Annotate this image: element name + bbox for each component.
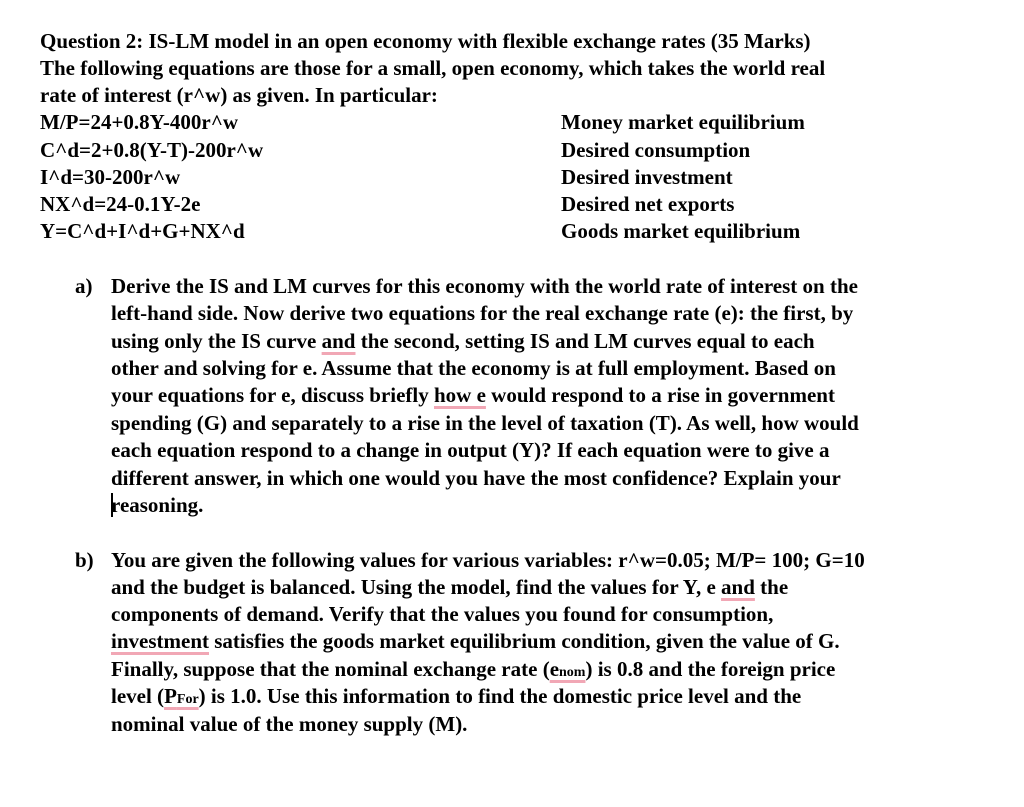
part-a-line-5 <box>111 382 835 409</box>
part-a-line-9[interactable] <box>111 492 203 519</box>
text-segment: and the budget is balanced. Using the model, find the values for Y, e <box>111 575 722 599</box>
spellcheck-flag: and <box>321 329 356 353</box>
part-b-line-5 <box>111 656 835 686</box>
equation-label: Goods market equilibrium <box>561 219 801 243</box>
part-a-line-2: left-hand side. Now derive two equations for the real exchange rate (e): the first, by <box>111 301 854 325</box>
part-b-line-2 <box>111 574 788 601</box>
part-a-line-6: spending (G) and separately to a rise in the level of taxation (T). As well, how would <box>111 411 859 435</box>
text-segment: the <box>754 575 789 599</box>
part-a-line-1: Derive the IS and LM curves for this economy with the world rate of interest on the <box>111 274 858 298</box>
spellcheck-flag <box>550 657 586 681</box>
part-b-line-1: You are given the following values for various variables: r^w=0.05; M/P= 100; G=10 <box>111 548 865 572</box>
part-a-line-3 <box>111 328 815 355</box>
equation-label: Desired investment <box>561 165 733 189</box>
text-segment: ) is 0.8 and the foreign price <box>585 657 836 681</box>
part-b-label: b) <box>75 548 94 572</box>
text-segment: using only the IS curve <box>111 329 322 353</box>
part-b-line-6 <box>111 683 801 713</box>
spellcheck-flag: how e <box>434 383 486 407</box>
spellcheck-flag: investment <box>111 629 209 653</box>
subscript: For <box>176 692 199 707</box>
text-segment: reasoning. <box>111 493 204 517</box>
symbol: P <box>164 684 177 708</box>
part-a-line-7: each equation respond to a change in output (Y)? If each equation were to give a <box>111 438 830 462</box>
equation-formula: M/P=24+0.8Y-400r^w <box>40 110 239 134</box>
equation-formula: I^d=30-200r^w <box>40 165 181 189</box>
equation-label: Desired net exports <box>561 192 735 216</box>
part-a-label: a) <box>75 274 93 298</box>
text-segment: the second, setting IS and LM curves equal to each <box>355 329 815 353</box>
spellcheck-flag <box>164 684 199 708</box>
question-title: Question 2: IS-LM model in an open economy with flexible exchange rates (35 Marks) <box>40 29 811 53</box>
part-b-line-4 <box>111 628 840 655</box>
text-segment: your equations for e, discuss briefly <box>111 383 434 407</box>
subscript: nom <box>559 665 586 680</box>
part-a-line-8: different answer, in which one would you have the most confidence? Explain your <box>111 466 841 490</box>
part-b-line-3: components of demand. Verify that the values you found for consumption, <box>111 602 774 626</box>
part-b-line-7: nominal value of the money supply (M). <box>111 712 468 736</box>
text-segment: satisfies the goods market equilibrium condition, given the value of G. <box>209 629 840 653</box>
text-segment: ) is 1.0. Use this information to find the domestic price level and the <box>198 684 802 708</box>
text-segment: level ( <box>111 684 165 708</box>
equation-formula: Y=C^d+I^d+G+NX^d <box>40 219 245 243</box>
part-a-line-4: other and solving for e. Assume that the economy is at full employment. Based on <box>111 356 836 380</box>
equation-label: Desired consumption <box>561 138 751 162</box>
intro-line-2: rate of interest (r^w) as given. In particular: <box>40 83 438 107</box>
spellcheck-flag: and <box>721 575 755 599</box>
equation-formula: NX^d=24-0.1Y-2e <box>40 192 201 216</box>
text-segment: Finally, suppose that the nominal exchange rate ( <box>111 657 550 681</box>
equation-formula: C^d=2+0.8(Y-T)-200r^w <box>40 138 264 162</box>
symbol: e <box>549 657 560 681</box>
text-segment: would respond to a rise in government <box>485 383 835 407</box>
equation-label: Money market equilibrium <box>561 110 805 134</box>
intro-line-1: The following equations are those for a small, open economy, which takes the world real <box>40 56 826 80</box>
